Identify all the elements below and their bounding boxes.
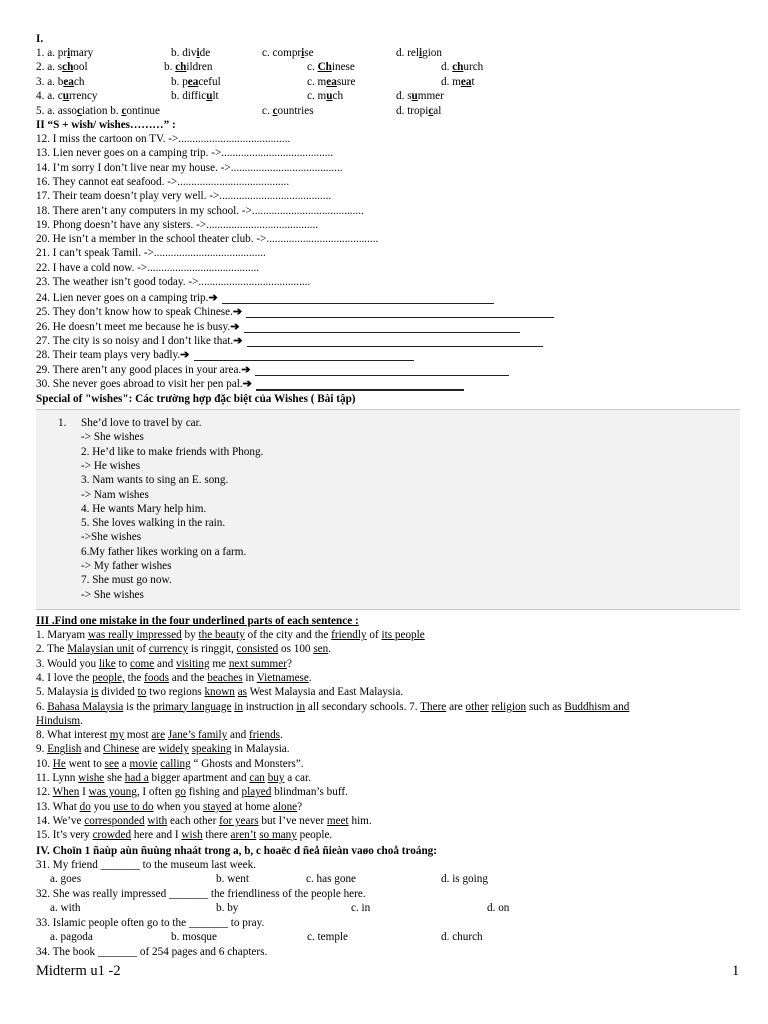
sentence-text: but I’ve never bbox=[258, 814, 327, 827]
underlined-sound: i bbox=[301, 47, 305, 59]
underlined-part: its people bbox=[381, 629, 425, 641]
wish-exercise-item: 14. I’m sorry I don’t live near my house. ->........................................ bbox=[36, 161, 343, 174]
option-text: b. p bbox=[171, 75, 188, 88]
option-text: ceful bbox=[198, 75, 221, 88]
sentence-text: 11. Lynn bbox=[36, 772, 79, 784]
underlined-sound: ea bbox=[63, 75, 74, 88]
special-wish-line: -> Nam wishes bbox=[81, 488, 149, 501]
answer-option: c. has gone bbox=[306, 873, 357, 885]
option-text: ch bbox=[332, 90, 344, 103]
sentence-text: 13. What bbox=[36, 800, 80, 813]
arrow-icon: ➔ bbox=[232, 306, 243, 319]
sentence-text: each other bbox=[167, 814, 220, 827]
underlined-part: visiting bbox=[175, 657, 210, 670]
mistake-sentence bbox=[36, 657, 292, 671]
answer-line bbox=[244, 332, 520, 333]
mistake-sentence bbox=[36, 671, 312, 685]
underlined-part: primary language bbox=[152, 700, 232, 713]
pronunciation-option bbox=[36, 89, 98, 103]
sentence-text: a bbox=[118, 757, 130, 770]
question-32: 32. She was really impressed _______ the friendliness of the people here. bbox=[36, 888, 366, 900]
option-text: ountries bbox=[277, 104, 314, 117]
wish-exercise-item bbox=[36, 377, 252, 391]
pronunciation-option bbox=[262, 104, 314, 118]
mistake-sentence bbox=[36, 814, 372, 828]
question-33: 33. Islamic people often go to the _______ to pray. bbox=[36, 917, 265, 929]
sentence-text: . bbox=[280, 729, 283, 742]
sentence-text: are bbox=[139, 743, 159, 756]
exercise-text: 27. The city is so noisy and I don’t like that. bbox=[36, 334, 234, 347]
underlined-part: known bbox=[204, 686, 235, 699]
underlined-part: the beauty bbox=[198, 629, 245, 641]
pronunciation-option bbox=[441, 75, 475, 89]
sentence-text: all secondary schools. 7. bbox=[305, 700, 421, 713]
sentence-text: me bbox=[209, 657, 229, 670]
special-wish-line: 4. He wants Mary help him. bbox=[81, 502, 207, 515]
underlined-part: stayed bbox=[202, 800, 232, 813]
option-text: 2. a. s bbox=[36, 61, 63, 74]
option-text: b. bbox=[164, 61, 176, 74]
underlined-part: Malaysian unit bbox=[67, 643, 134, 656]
sentence-text: and bbox=[154, 657, 176, 670]
option-text: se bbox=[304, 47, 314, 59]
answer-option: a. pagoda bbox=[50, 931, 93, 943]
wish-exercise-item: 22. I have a cold now. ->........................................ bbox=[36, 261, 260, 274]
arrow-icon: ➔ bbox=[242, 377, 252, 390]
pronunciation-option bbox=[396, 89, 444, 103]
option-text: b. diffic bbox=[171, 90, 207, 103]
underlined-part: He bbox=[52, 757, 66, 770]
sentence-text: in bbox=[242, 671, 257, 684]
option-text: gion bbox=[422, 47, 442, 59]
option-text: d. m bbox=[441, 75, 461, 88]
underlined-sound: u bbox=[326, 90, 333, 103]
answer-option: c. in bbox=[351, 902, 371, 914]
sentence-text: fishing and bbox=[185, 786, 242, 799]
special-wish-line: 2. He’d like to make friends with Phong. bbox=[81, 445, 264, 458]
underlined-sound: c bbox=[121, 104, 127, 117]
option-text: c. bbox=[307, 61, 318, 74]
mistake-sentence bbox=[36, 728, 283, 742]
arrow-icon: ➔ bbox=[241, 363, 251, 376]
wish-exercise-item bbox=[36, 291, 218, 305]
option-text: rrency bbox=[68, 90, 98, 103]
sentence-text: and bbox=[227, 729, 249, 742]
underlined-part: movie bbox=[129, 757, 158, 770]
underlined-part: as bbox=[237, 686, 248, 699]
option-text: 4. a. c bbox=[36, 90, 63, 103]
underlined-sound: c bbox=[428, 104, 434, 117]
mistake-sentence bbox=[36, 800, 302, 814]
underlined-part: friends bbox=[248, 729, 281, 742]
section-1-heading: I. bbox=[36, 33, 44, 45]
option-text: ch bbox=[73, 75, 85, 88]
wish-exercise-item: 17. Their team doesn’t play very well. ->........................................ bbox=[36, 190, 332, 203]
wish-exercise-item: 16. They cannot eat seafood. ->........................................ bbox=[36, 175, 290, 188]
question-34: 34. The book _______ of 254 pages and 6 chapters. bbox=[36, 946, 268, 958]
underlined-part: religion bbox=[491, 700, 527, 713]
option-text: 1. a. pr bbox=[36, 47, 68, 59]
arrow-icon: ➔ bbox=[233, 334, 243, 347]
sentence-text: and bbox=[81, 743, 104, 756]
underlined-part: Hinduism bbox=[36, 714, 81, 727]
option-text: iation b. bbox=[81, 104, 122, 117]
answer-option: d. church bbox=[441, 931, 483, 943]
sentence-text: divided bbox=[98, 686, 138, 699]
answer-line bbox=[222, 303, 494, 304]
sentence-text: most bbox=[124, 729, 152, 742]
mistake-sentence bbox=[36, 742, 290, 756]
option-text: al bbox=[433, 104, 442, 117]
sentence-text: at home bbox=[231, 800, 273, 813]
pronunciation-option bbox=[171, 89, 219, 103]
sentence-text: bigger apartment and bbox=[148, 772, 250, 784]
underlined-part: currency bbox=[148, 643, 189, 656]
exercise-text: 24. Lien never goes on a camping trip. bbox=[36, 292, 209, 304]
underlined-part: see bbox=[104, 757, 119, 770]
underlined-sound: i bbox=[419, 47, 423, 59]
pronunciation-option bbox=[36, 104, 160, 118]
option-text: c. m bbox=[307, 75, 327, 88]
option-text: inese bbox=[331, 61, 355, 74]
option-text: lt bbox=[212, 90, 219, 103]
pronunciation-option bbox=[307, 75, 355, 89]
pronunciation-option bbox=[262, 46, 314, 60]
sentence-text: two regions bbox=[146, 686, 205, 699]
sentence-text: when you bbox=[153, 800, 203, 813]
sentence-text: 14. We’ve bbox=[36, 814, 85, 827]
option-text: ontinue bbox=[126, 104, 160, 117]
option-text: c. m bbox=[307, 90, 327, 103]
sentence-text: is the bbox=[123, 700, 153, 713]
sentence-text: , I often bbox=[136, 786, 175, 799]
sentence-text: 9. bbox=[36, 743, 48, 756]
mistake-sentence bbox=[36, 628, 425, 642]
sentence-text: a car. bbox=[284, 772, 311, 784]
underlined-part: Vietnamese bbox=[256, 671, 309, 684]
underlined-part: foods bbox=[144, 671, 169, 684]
sentence-text: . bbox=[328, 643, 332, 656]
option-text: 5. a. asso bbox=[36, 104, 78, 117]
exercise-text: 30. She never goes abroad to visit her pen pal. bbox=[36, 377, 243, 390]
sentence-text: 3. Would you bbox=[36, 657, 99, 670]
arrow-icon: ➔ bbox=[180, 349, 190, 362]
mistake-sentence bbox=[36, 700, 629, 714]
special-wishes-heading: Special of "wishes": Các trường hợp đặc biệt của Wishes ( Bài tập) bbox=[36, 393, 356, 405]
underlined-part: can bbox=[249, 772, 265, 784]
sentence-text: 15. It’s very bbox=[36, 829, 93, 842]
special-wish-line: -> My father wishes bbox=[81, 560, 172, 572]
special-wish-line: 7. She must go now. bbox=[81, 574, 172, 587]
underlined-part: sen bbox=[313, 643, 329, 656]
pronunciation-option bbox=[36, 60, 88, 74]
pronunciation-option bbox=[171, 46, 210, 60]
exercise-text: 25. They don’t know how to speak Chinese. bbox=[36, 306, 233, 319]
underlined-part: are bbox=[151, 729, 166, 742]
sentence-text: 1. Maryam bbox=[36, 629, 88, 641]
underlined-part: Bahasa Malaysia bbox=[47, 700, 124, 713]
option-text: ool bbox=[73, 61, 88, 74]
underlined-sound: ea bbox=[460, 75, 472, 88]
sentence-text: here and I bbox=[131, 829, 182, 842]
underlined-part: Buddhism and bbox=[564, 700, 630, 713]
sentence-text: him. bbox=[348, 814, 372, 827]
underlined-part: played bbox=[241, 786, 272, 799]
underlined-part: speaking bbox=[191, 743, 232, 756]
mistake-sentence bbox=[36, 714, 83, 728]
underlined-part: beaches bbox=[207, 671, 243, 684]
pronunciation-option bbox=[164, 60, 212, 74]
underlined-part: calling bbox=[160, 757, 191, 770]
sentence-text: you bbox=[90, 800, 114, 813]
underlined-part: aren’t bbox=[230, 829, 257, 842]
pronunciation-option bbox=[441, 60, 483, 74]
sentence-text: os 100 bbox=[278, 643, 314, 656]
underlined-sound: ch bbox=[175, 61, 187, 74]
sentence-text: 4. I love the bbox=[36, 671, 93, 684]
underlined-part: alone bbox=[272, 800, 298, 813]
exercise-text: 26. He doesn’t meet me because he is busy. bbox=[36, 320, 231, 333]
underlined-part: was young bbox=[88, 786, 137, 799]
special-first-number: 1. bbox=[58, 417, 67, 429]
wish-exercise-item bbox=[36, 334, 243, 348]
arrow-icon: ➔ bbox=[230, 320, 240, 333]
underlined-part: had a bbox=[124, 772, 149, 784]
wish-exercise-item: 19. Phong doesn’t have any sisters. ->........................................ bbox=[36, 218, 319, 231]
underlined-part: go bbox=[174, 786, 186, 799]
sentence-text: 12. bbox=[36, 786, 53, 799]
option-text: de bbox=[199, 47, 211, 59]
option-text: d. tropi bbox=[396, 104, 429, 117]
underlined-sound: u bbox=[411, 90, 418, 103]
underlined-sound: i bbox=[196, 47, 200, 59]
underlined-sound: c bbox=[272, 104, 278, 117]
underlined-part: was really impressed bbox=[87, 629, 182, 641]
sentence-text: of the city and the bbox=[244, 629, 332, 641]
underlined-part: in bbox=[234, 700, 243, 713]
underlined-part: friendly bbox=[331, 629, 367, 641]
mistake-sentence bbox=[36, 771, 311, 785]
section-3-heading: III .Find one mistake in the four underlined parts of each sentence : bbox=[36, 615, 359, 627]
underlined-part: in bbox=[296, 700, 306, 713]
option-text: d. s bbox=[396, 90, 412, 103]
answer-option: b. by bbox=[216, 902, 239, 914]
sentence-text: of bbox=[366, 629, 382, 641]
underlined-sound: i bbox=[67, 47, 71, 59]
underlined-part: come bbox=[130, 657, 155, 670]
underlined-sound: ch bbox=[452, 61, 464, 74]
underlined-part: do bbox=[79, 800, 91, 813]
question-31: 31. My friend _______ to the museum last week. bbox=[36, 859, 256, 871]
exercise-text: 29. There aren’t any good places in your area. bbox=[36, 363, 242, 376]
sentence-text: went to bbox=[65, 757, 105, 770]
underlined-part: wishe bbox=[78, 772, 105, 784]
underlined-part: Jane’s family bbox=[167, 729, 228, 742]
arrow-icon: ➔ bbox=[208, 292, 218, 304]
underlined-part: to bbox=[137, 686, 147, 699]
sentence-text: 8. What interest bbox=[36, 729, 110, 742]
sentence-text: blindman’s buff. bbox=[271, 786, 348, 799]
sentence-text: ? bbox=[286, 657, 292, 670]
underlined-part: so many bbox=[259, 829, 297, 842]
pronunciation-option bbox=[171, 75, 221, 89]
sentence-text: . bbox=[308, 671, 312, 684]
underlined-part: next summer bbox=[228, 657, 287, 670]
pronunciation-option bbox=[36, 75, 84, 89]
underlined-part: meet bbox=[326, 814, 349, 827]
answer-line bbox=[255, 375, 509, 376]
underlined-part: widely bbox=[158, 743, 189, 756]
wish-exercise-item: 23. The weather isn’t good today. ->........................................ bbox=[36, 276, 311, 288]
special-wish-line: -> He wishes bbox=[81, 459, 141, 472]
answer-option: a. goes bbox=[50, 873, 82, 885]
option-text: b. div bbox=[171, 47, 197, 59]
underlined-sound: ch bbox=[62, 61, 74, 74]
answer-line bbox=[194, 360, 414, 361]
sentence-text: 6. bbox=[36, 700, 48, 713]
underlined-part: other bbox=[465, 700, 489, 713]
option-text: urch bbox=[463, 61, 484, 74]
option-text: mary bbox=[70, 47, 94, 59]
option-text: 3. a. b bbox=[36, 75, 64, 88]
mistake-sentence bbox=[36, 785, 348, 799]
pronunciation-option bbox=[36, 46, 93, 60]
sentence-text: in Malaysia. bbox=[231, 743, 290, 756]
sentence-text: 5. Malaysia bbox=[36, 686, 91, 699]
answer-option: a. with bbox=[50, 902, 81, 914]
sentence-text: West Malaysia and East Malaysia. bbox=[247, 686, 404, 699]
wish-exercise-item bbox=[36, 320, 240, 334]
exercise-text: 28. Their team plays very badly. bbox=[36, 349, 181, 362]
sentence-text: such as bbox=[526, 700, 565, 713]
underlined-part: crowded bbox=[92, 829, 132, 842]
answer-line bbox=[246, 317, 554, 318]
sentence-text: to bbox=[115, 657, 130, 670]
underlined-part: like bbox=[98, 657, 116, 670]
special-wish-line: ->She wishes bbox=[81, 531, 142, 544]
mistake-sentence bbox=[36, 642, 331, 656]
sentence-text: people. bbox=[296, 829, 333, 842]
underlined-sound: u bbox=[62, 90, 69, 103]
underlined-part: Chinese bbox=[103, 743, 140, 756]
underlined-part: There bbox=[420, 700, 447, 713]
sentence-text: by bbox=[181, 629, 199, 641]
option-text: d. bbox=[441, 61, 453, 74]
pronunciation-option bbox=[307, 89, 343, 103]
sentence-text: is ringgit, bbox=[188, 643, 237, 656]
page-number: 1 bbox=[732, 963, 740, 979]
special-wish-line: 3. Nam wants to sing an E. song. bbox=[81, 474, 229, 487]
wish-exercise-item: 21. I can’t speak Tamil. ->........................................ bbox=[36, 247, 266, 260]
underlined-part: consisted bbox=[236, 643, 279, 656]
answer-option: d. is going bbox=[441, 873, 488, 885]
underlined-sound: ea bbox=[326, 75, 337, 88]
underlined-part: corresponded bbox=[84, 814, 145, 827]
pronunciation-option bbox=[307, 60, 355, 74]
wish-exercise-item bbox=[36, 348, 190, 362]
underlined-part: for years bbox=[219, 814, 259, 827]
wish-exercise-item: 20. He isn’t a member in the school theater club. ->........................................ bbox=[36, 233, 379, 246]
option-text: c. compr bbox=[262, 47, 302, 59]
option-text: t bbox=[471, 75, 475, 88]
sentence-text: . bbox=[80, 714, 83, 727]
option-text: ildren bbox=[186, 61, 213, 74]
sentence-text: there bbox=[202, 829, 231, 842]
sentence-text: and the bbox=[169, 671, 208, 684]
answer-option: b. went bbox=[216, 873, 249, 885]
answer-option: c. temple bbox=[307, 931, 349, 943]
wish-exercise-item: 12. I miss the cartoon on TV. ->........................................ bbox=[36, 133, 291, 145]
answer-line bbox=[256, 389, 464, 391]
footer-title: Midterm u1 -2 bbox=[36, 963, 121, 979]
special-wish-line: She’d love to travel by car. bbox=[81, 417, 202, 429]
underlined-sound: u bbox=[206, 90, 213, 103]
sentence-text: ? bbox=[297, 800, 303, 813]
wish-exercise-item bbox=[36, 305, 242, 319]
option-text: c. bbox=[262, 104, 273, 117]
option-text: d. rel bbox=[396, 47, 419, 59]
special-wish-line: 6.My father likes working on a farm. bbox=[81, 545, 247, 558]
sentence-text: 10. bbox=[36, 757, 53, 770]
special-wish-line: -> She wishes bbox=[81, 431, 144, 444]
underlined-part: with bbox=[147, 814, 168, 827]
section-2-heading: II “S + wish/ wishes………” : bbox=[36, 119, 176, 131]
section-4-heading: IV. Choïn 1 ñaùp aùn ñuùng nhaát trong a, b, c hoaëc d ñeå ñieàn vaøo choå troáng: bbox=[36, 845, 437, 857]
underlined-part: wish bbox=[181, 829, 203, 842]
sentence-text: are bbox=[446, 700, 466, 713]
sentence-text: the bbox=[124, 671, 145, 684]
answer-option: b. mosque bbox=[171, 931, 217, 943]
answer-option: d. on bbox=[487, 902, 510, 914]
mistake-sentence bbox=[36, 757, 304, 771]
underlined-part: buy bbox=[267, 772, 285, 784]
sentence-text: instruction bbox=[242, 700, 297, 713]
underlined-sound: Ch bbox=[317, 61, 332, 74]
sentence-text: 2. The bbox=[36, 643, 68, 656]
option-text: mmer bbox=[417, 90, 444, 103]
mistake-sentence bbox=[36, 685, 403, 699]
sentence-text: she bbox=[104, 772, 125, 784]
special-wish-line: 5. She loves walking in the rain. bbox=[81, 517, 226, 530]
sentence-text: “ Ghosts and Monsters”. bbox=[190, 757, 304, 770]
answer-line bbox=[247, 346, 543, 347]
underlined-sound: c bbox=[77, 104, 82, 117]
underlined-part: use to do bbox=[113, 800, 154, 813]
underlined-part: English bbox=[47, 743, 82, 756]
underlined-part: When bbox=[52, 786, 80, 799]
underlined-part: people, bbox=[92, 671, 125, 684]
wish-exercise-item bbox=[36, 363, 251, 377]
option-text: sure bbox=[336, 75, 356, 88]
pronunciation-option bbox=[396, 104, 441, 118]
sentence-text: of bbox=[134, 643, 149, 656]
pronunciation-option bbox=[396, 46, 442, 60]
underlined-sound: ea bbox=[187, 75, 199, 88]
sentence-text: I bbox=[79, 786, 89, 799]
wish-exercise-item: 13. Lien never goes on a camping trip. ->........................................ bbox=[36, 147, 334, 160]
underlined-part: my bbox=[109, 729, 125, 742]
underlined-part: is bbox=[91, 686, 99, 699]
special-wish-line: -> She wishes bbox=[81, 588, 144, 601]
wish-exercise-item: 18. There aren’t any computers in my school. ->........................................ bbox=[36, 204, 364, 217]
mistake-sentence bbox=[36, 828, 332, 842]
